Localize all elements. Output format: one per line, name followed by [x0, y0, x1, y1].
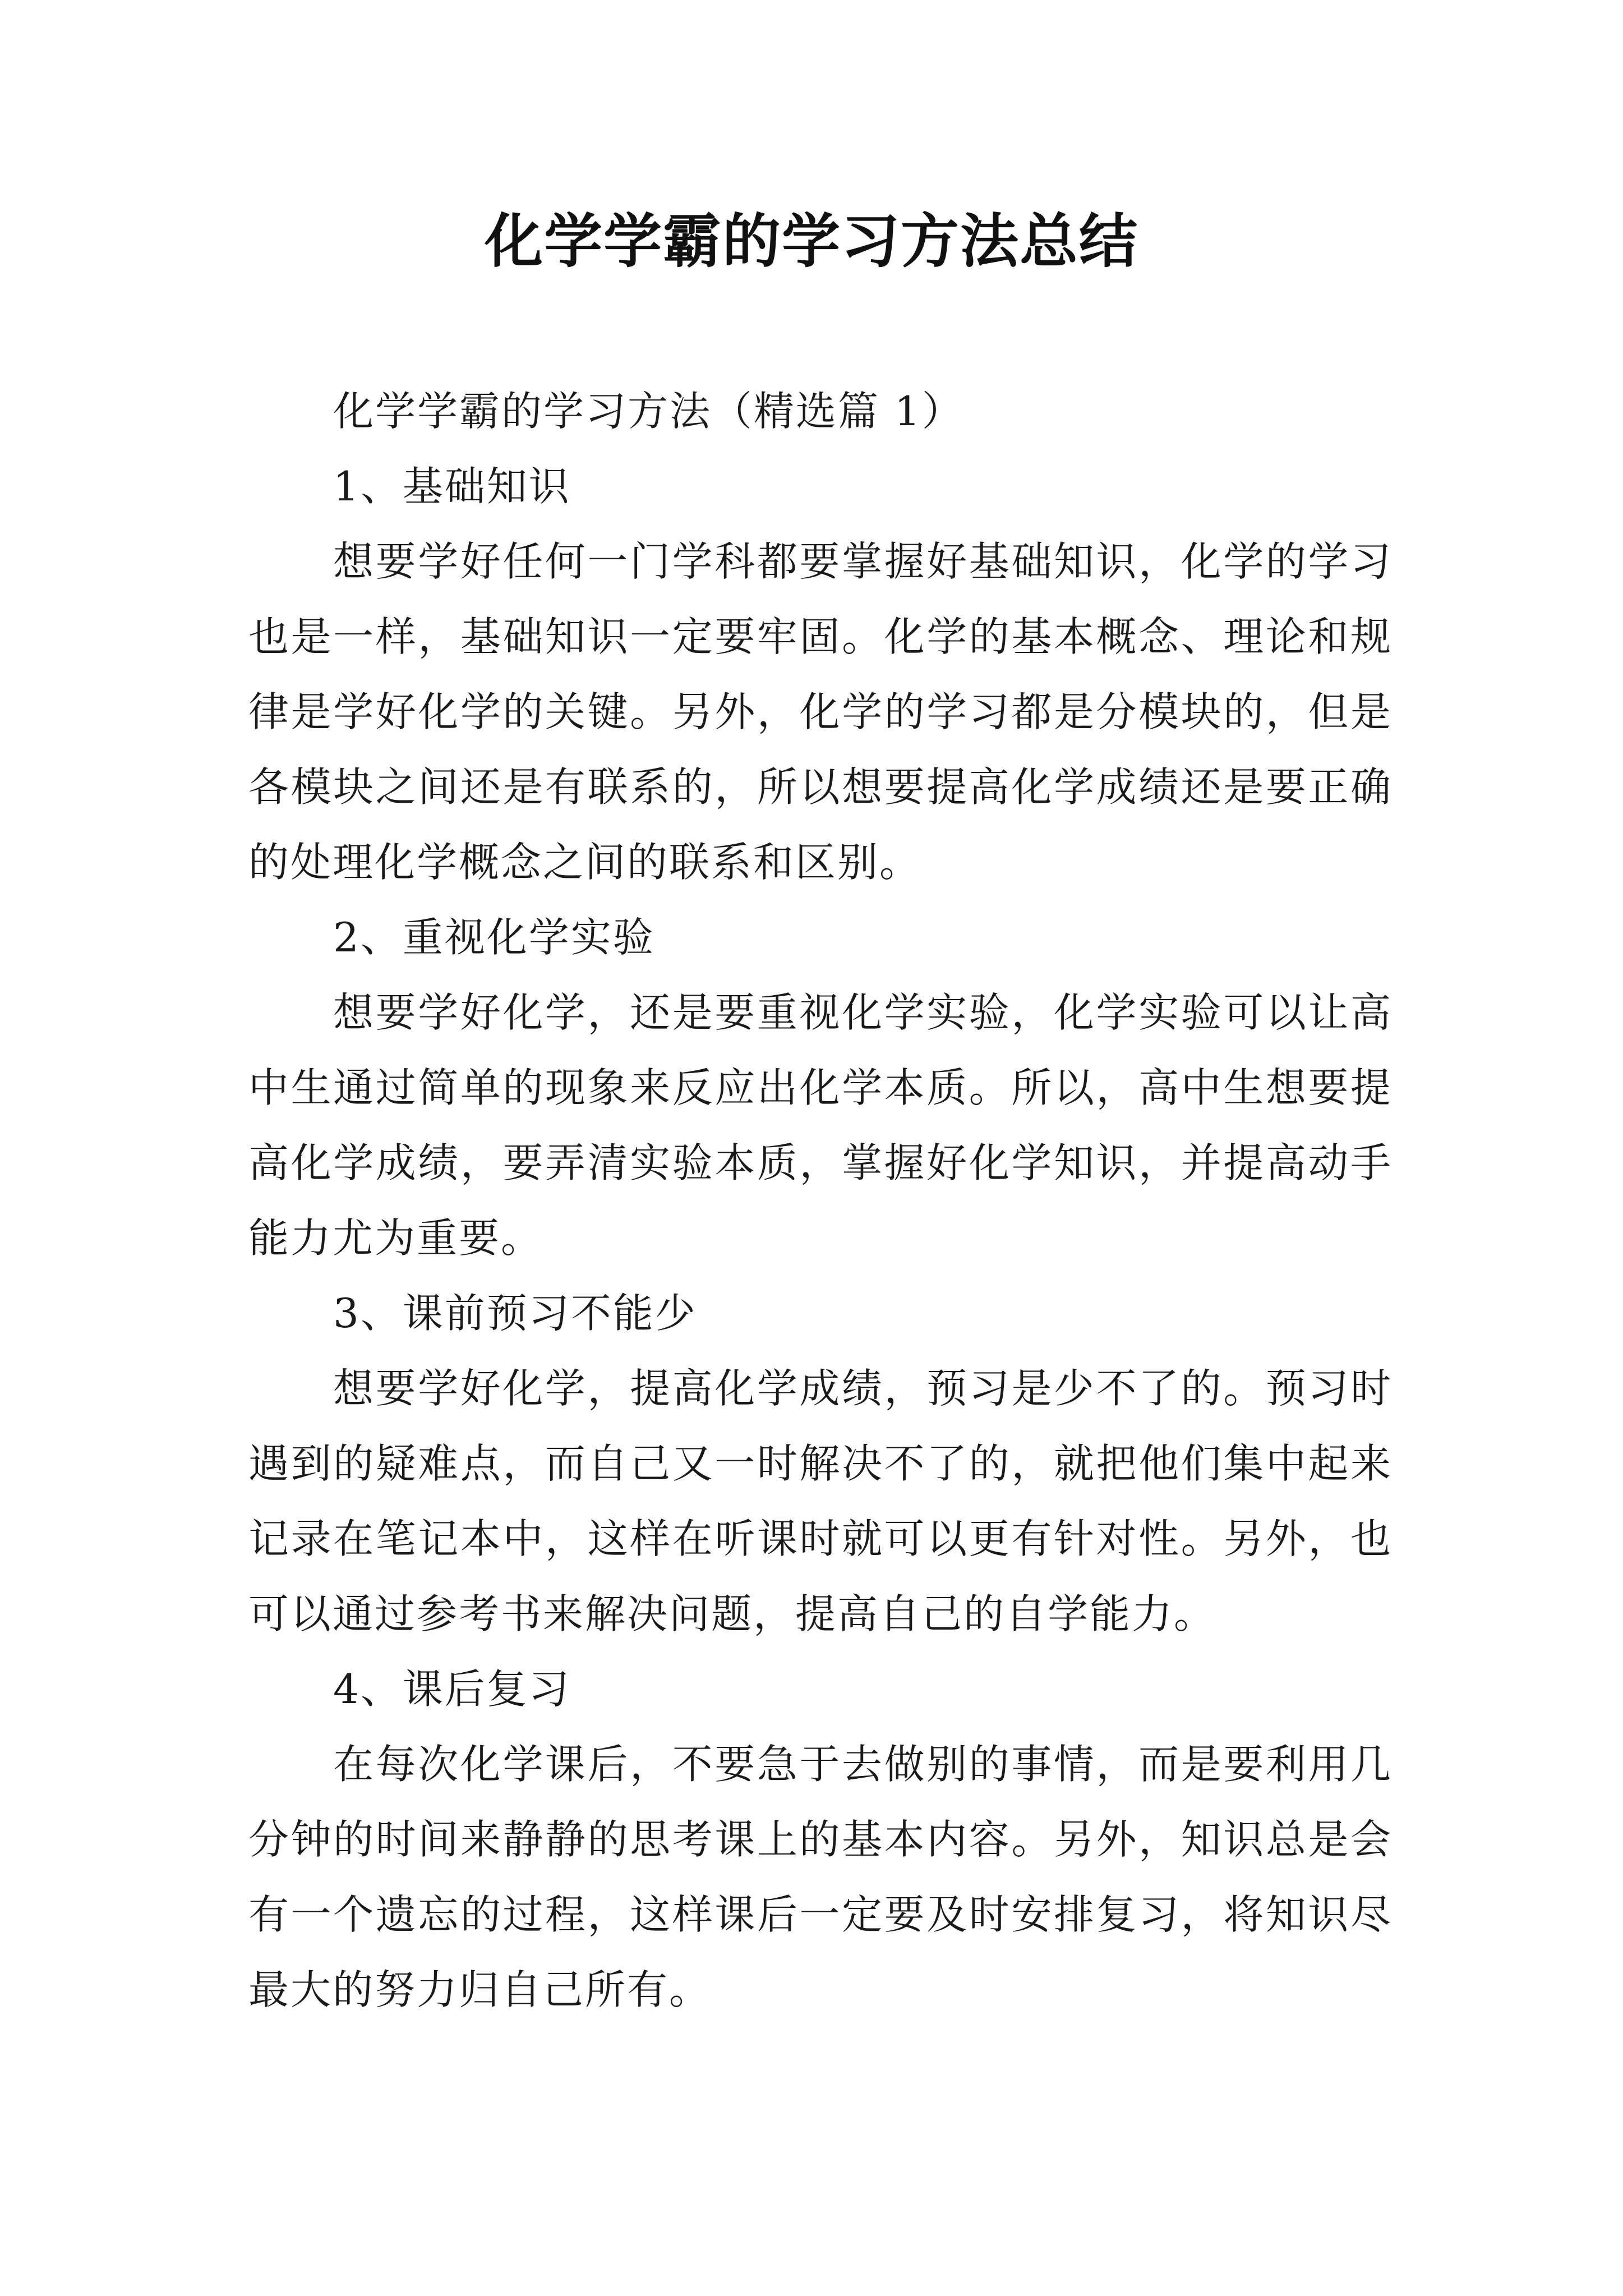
document-title: 化学学霸的学习方法总结: [484, 206, 1138, 275]
item-paragraph: 在每次化学课后，不要急于去做别的事情，而是要利用几分钟的时间来静静的思考课上的基本内容。另外，知识总是会有一个遗忘的过程，这样课后一定要及时安排复习，将知识尽最大的努力归自己所有。: [248, 1741, 1393, 2013]
item-heading: 4、课后复习: [333, 1665, 571, 1713]
item-heading: 2、重视化学实验: [333, 914, 655, 961]
item-heading: 1、基础知识: [333, 463, 571, 510]
section-title: 化学学霸的学习方法（精选篇 1）: [333, 388, 964, 435]
item-paragraph: 想要学好化学，提高化学成绩，预习是少不了的。预习时遇到的疑难点，而自己又一时解决不了的，就把他们集中起来记录在笔记本中，这样在听课时就可以更有针对性。另外，也可以通过参考书来解决问题，提高自己的自学能力。: [248, 1365, 1393, 1637]
item-heading: 3、课前预习不能少: [333, 1290, 697, 1337]
document-body: [248, 374, 1393, 2027]
item-paragraph: 想要学好任何一门学科都要掌握好基础知识，化学的学习也是一样，基础知识一定要牢固。化学的基本概念、理论和规律是学好化学的关键。另外，化学的学习都是分模块的，但是各模块之间还是有联系的，所以想要提高化学成绩还是要正确的处理化学概念之间的联系和区别。: [248, 538, 1393, 886]
item-paragraph: 想要学好化学，还是要重视化学实验，化学实验可以让高中生通过简单的现象来反应出化学本质。所以，高中生想要提高化学成绩，要弄清实验本质，掌握好化学知识，并提高动手能力尤为重要。: [248, 989, 1393, 1262]
